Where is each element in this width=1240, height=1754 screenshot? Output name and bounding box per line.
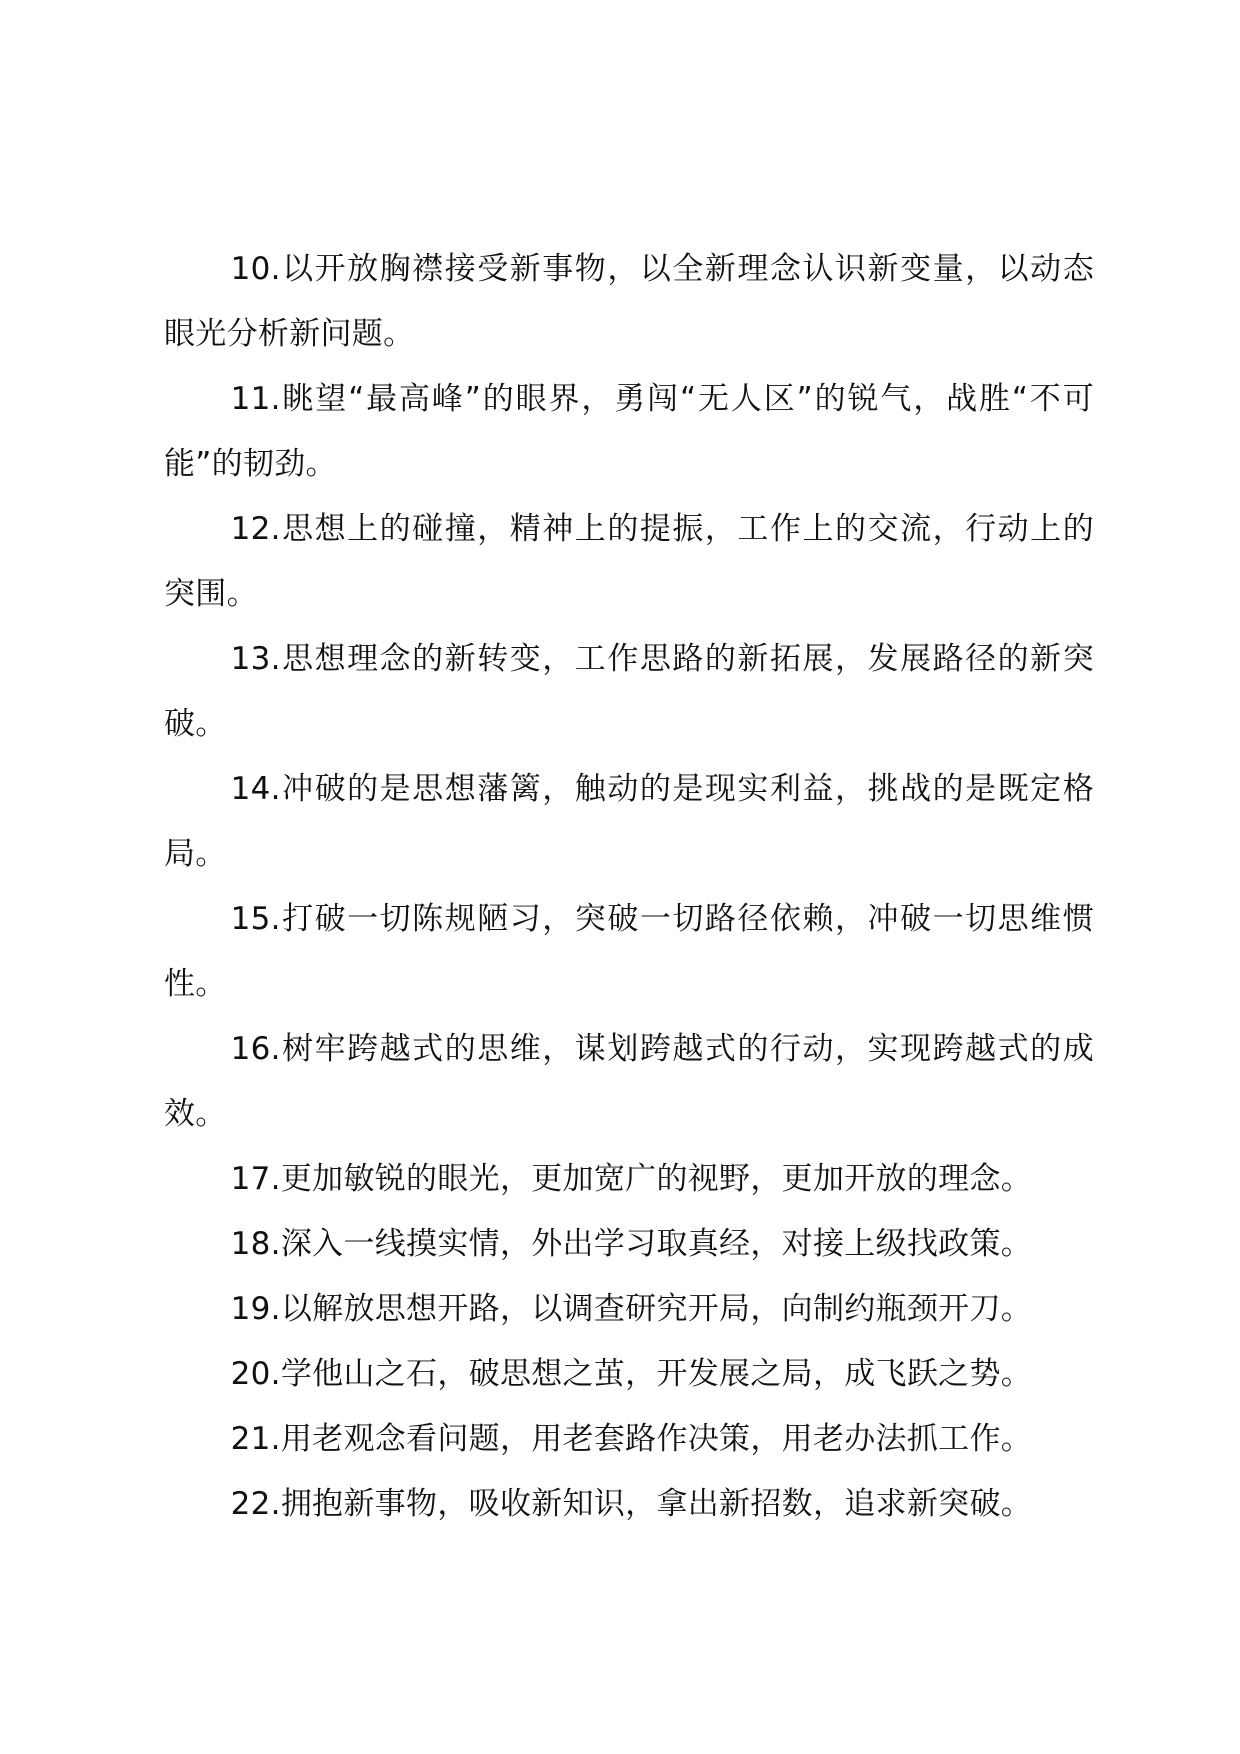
paragraph-17: 17.更加敏锐的眼光，更加宽广的视野，更加开放的理念。 [230, 1161, 1033, 1197]
paragraph-21: 21.用老观念看问题，用老套路作决策，用老办法抓工作。 [230, 1421, 1033, 1457]
paragraph-20: 20.学他山之石，破思想之茧，开发展之局，成飞跃之势。 [230, 1356, 1033, 1392]
paragraph-10: 10.以开放胸襟接受新事物，以全新理念认识新变量，以动态眼光分析新问题。 [164, 251, 1094, 352]
paragraph-15: 15.打破一切陈规陋习，突破一切路径依赖，冲破一切思维惯性。 [164, 901, 1094, 1002]
document-body [164, 237, 1094, 1537]
paragraph-16: 16.树牢跨越式的思维，谋划跨越式的行动，实现跨越式的成效。 [164, 1031, 1094, 1132]
paragraph-14: 14.冲破的是思想藩篱，触动的是现实利益，挑战的是既定格局。 [164, 771, 1094, 872]
paragraph-11: 11.眺望“最高峰”的眼界，勇闯“无人区”的锐气，战胜“不可能”的韧劲。 [164, 381, 1094, 482]
paragraph-22: 22.拥抱新事物，吸收新知识，拿出新招数，追求新突破。 [230, 1486, 1033, 1522]
paragraph-13: 13.思想理念的新转变，工作思路的新拓展，发展路径的新突破。 [164, 641, 1094, 742]
paragraph-18: 18.深入一线摸实情，外出学习取真经，对接上级找政策。 [230, 1226, 1033, 1262]
paragraph-19: 19.以解放思想开路，以调查研究开局，向制约瓶颈开刀。 [230, 1291, 1033, 1327]
paragraph-12: 12.思想上的碰撞，精神上的提振，工作上的交流，行动上的突围。 [164, 511, 1094, 612]
